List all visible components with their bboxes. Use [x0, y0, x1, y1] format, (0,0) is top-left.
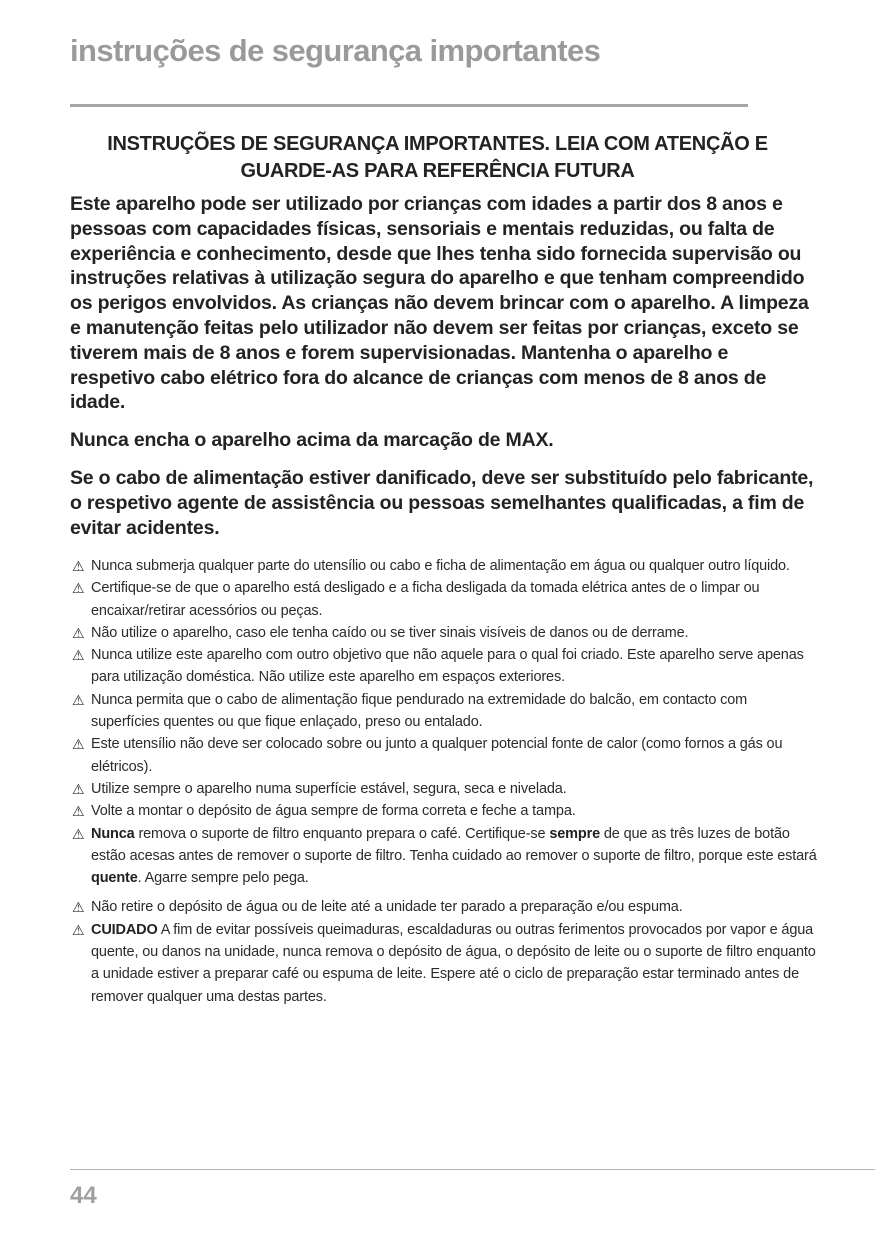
warning-list: [72, 555, 817, 1008]
damaged-cable-paragraph: Se o cabo de alimentação estiver danificado, deve ser substituído pelo fabricante, o respetivo agente de assistência ou pessoas semelhantes qualificadas, a fim de evitar acidentes.: [70, 467, 814, 539]
warning-text: . Agarre sempre pelo pega.: [137, 870, 309, 887]
page-header-title: instruções de segurança importantes: [70, 33, 601, 68]
warning-emphasis: quente: [91, 870, 138, 887]
page-number: 44: [70, 1182, 97, 1209]
safety-heading: INSTRUÇÕES DE SEGURANÇA IMPORTANTES. LEIA COM ATENÇÃO E GUARDE-AS PARA REFERÊNCIA FUTURA: [107, 133, 768, 182]
warning-triangle-icon: ⚠: [72, 558, 85, 574]
warning-item-damaged: [72, 622, 817, 644]
warning-item-submerge: [72, 555, 817, 577]
warning-text: Não utilize o aparelho, caso ele tenha caído ou se tiver sinais visíveis de danos ou de derrame.: [91, 624, 689, 641]
warning-triangle-icon: ⚠: [72, 803, 85, 820]
warning-item-unplug: [72, 577, 817, 622]
warning-triangle-icon: ⚠: [72, 691, 85, 708]
warning-text: Utilize sempre o aparelho numa superfície estável, segura, seca e nivelada.: [91, 780, 567, 797]
warning-text: Não retire o depósito de água ou de leite até a unidade ter parado a preparação e/ou espuma.: [91, 899, 683, 916]
warning-text: Volte a montar o depósito de água sempre de forma correta e feche a tampa.: [91, 803, 576, 820]
warning-item-caution: [72, 919, 817, 1008]
warning-triangle-icon: ⚠: [72, 647, 85, 664]
max-fill-paragraph: Nunca encha o aparelho acima da marcação de MAX.: [70, 429, 554, 451]
warning-emphasis: sempre: [549, 825, 600, 842]
warning-text: Certifique-se de que o aparelho está desligado e a ficha desligada da tomada elétrica antes de o limpar ou encaixar/retirar acessórios ou peças.: [91, 580, 760, 619]
warning-item-purpose: [72, 644, 817, 689]
warning-text: A fim de evitar possíveis queimaduras, escaldaduras ou outras ferimentos provocados por vapor e água quente, ou danos na unidade, nunca remova o depósito de água, o depósito de leite ou o suporte de filtro enquanto a unidade estiver a preparar café ou espuma de leite. Espere até o ciclo de preparação estar terminado antes de remover qualquer uma destas partes.: [91, 921, 816, 1005]
warning-item-stop: [72, 896, 817, 918]
warning-text: Nunca permita que o cabo de alimentação fique pendurado na extremidade do balcão, em contacto com superfícies quentes ou que fique enlaçado, preso ou entalado.: [91, 691, 748, 731]
warning-triangle-icon: ⚠: [72, 780, 85, 797]
warning-item-heat: [72, 733, 817, 778]
warning-text: de que as três luzes de botão estão acesas antes de remover o suporte de filtro. Tenha cuidado ao remover o suporte de filtro, porque este estará: [91, 825, 817, 864]
warning-item-surface: [72, 778, 817, 800]
warning-item-cord: [72, 689, 817, 734]
warning-text: remova o suporte de filtro enquanto prepara o café. Certifique-se: [134, 825, 550, 842]
caution-label: CUIDADO: [91, 921, 158, 938]
warning-triangle-icon: ⚠: [72, 624, 85, 641]
warning-triangle-icon: ⚠: [72, 921, 85, 938]
warning-triangle-icon: ⚠: [72, 580, 85, 597]
warning-triangle-icon: ⚠: [72, 736, 85, 753]
warning-text: Este utensílio não deve ser colocado sobre ou junto a qualquer potencial fonte de calor (como fornos a gás ou elétricos).: [91, 736, 783, 775]
warning-text: Nunca utilize este aparelho com outro objetivo que não aquele para o qual foi criado. Este aparelho serve apenas para utilização doméstica. Não utilize este aparelho em espaços exteriores.: [91, 647, 804, 686]
warning-emphasis: Nunca: [91, 825, 135, 842]
warning-triangle-icon: ⚠: [72, 825, 85, 842]
children-safety-paragraph: Este aparelho pode ser utilizado por crianças com idades a partir dos 8 anos e pessoas com capacidades físicas, sensoriais e mentais reduzidas, ou falta de experiência e conhecimento, desde que lhes tenha sido fornecida supervisão ou instruções relativas à utilização segura do aparelho e que tenham compreendido os perigos envolvidos. As crianças não devem brincar com o aparelho. A limpeza e manutenção feitas pelo utilizador não devem ser feitas por crianças, exceto se tiverem mais de 8 anos e forem supervisionadas. Mantenha o aparelho e respetivo cabo elétrico fora do alcance de crianças com menos de 8 anos de idade.: [70, 193, 809, 414]
footer-divider: [70, 1169, 875, 1170]
header-divider: [70, 104, 748, 107]
warning-text: Nunca submerja qualquer parte do utensílio ou cabo e ficha de alimentação em água ou qualquer outro líquido.: [91, 558, 790, 574]
warning-triangle-icon: ⚠: [72, 899, 85, 916]
warning-item-tank: [72, 800, 817, 822]
warning-item-filter: [72, 823, 817, 890]
